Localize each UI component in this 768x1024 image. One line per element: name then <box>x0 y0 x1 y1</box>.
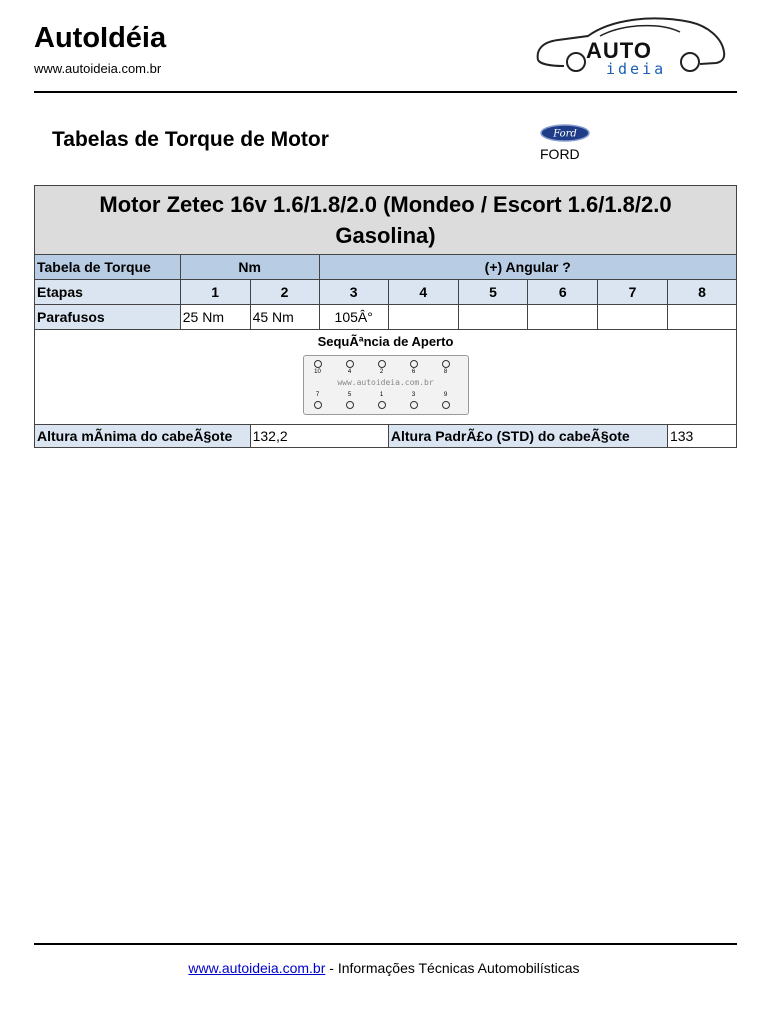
brand-title: AutoIdéia <box>34 22 167 54</box>
footer-divider <box>34 943 737 945</box>
sequence-label: SequÃªncia de Aperto <box>317 334 454 349</box>
seq-num: 9 <box>443 392 448 398</box>
etapa-cell: 3 <box>319 280 388 305</box>
footer <box>0 960 768 976</box>
parafuso-value <box>667 305 736 330</box>
manufacturer-label: FORD <box>540 146 580 162</box>
etapa-cell: 8 <box>667 280 736 305</box>
logo-word-ideia: ideia <box>606 60 667 78</box>
seq-num: 8 <box>443 369 448 375</box>
col-torque-header: Tabela de Torque <box>35 255 181 280</box>
parafuso-value <box>458 305 528 330</box>
parafuso-value <box>598 305 668 330</box>
seq-num: 6 <box>411 369 416 375</box>
min-height-value: 132,2 <box>250 425 388 448</box>
col-nm-header: Nm <box>180 255 319 280</box>
seq-num: 10 <box>314 369 321 375</box>
etapa-cell: 4 <box>388 280 458 305</box>
footer-link[interactable]: www.autoideia.com.br <box>188 960 326 976</box>
logo-word-auto: AUTO <box>586 38 652 63</box>
header-divider <box>34 91 737 93</box>
page-title: Tabelas de Torque de Motor <box>52 128 329 151</box>
col-angular-header: (+) Angular ? <box>319 255 736 280</box>
sequence-cell <box>35 330 737 425</box>
etapa-cell: 7 <box>598 280 668 305</box>
autoideia-logo <box>530 12 730 80</box>
svg-text:Ford: Ford <box>553 128 577 140</box>
etapa-cell: 5 <box>458 280 528 305</box>
parafuso-value: 45 Nm <box>250 305 319 330</box>
motor-title: Motor Zetec 16v 1.6/1.8/2.0 (Mondeo / Escort 1.6/1.8/2.0 Gasolina) <box>35 186 737 255</box>
seq-num: 7 <box>315 392 320 398</box>
footer-text: - Informações Técnicas Automobilísticas <box>325 960 580 976</box>
etapas-label: Etapas <box>35 280 181 305</box>
seq-num: 5 <box>347 392 352 398</box>
sequence-diagram <box>303 355 469 415</box>
std-height-label: Altura PadrÃ£o (STD) do cabeÃ§ote <box>388 425 667 448</box>
etapa-cell: 6 <box>528 280 598 305</box>
seq-num: 2 <box>379 369 384 375</box>
parafusos-label: Parafusos <box>35 305 181 330</box>
parafuso-value <box>388 305 458 330</box>
seq-num: 1 <box>379 392 384 398</box>
parafuso-value: 25 Nm <box>180 305 250 330</box>
seq-num: 3 <box>411 392 416 398</box>
torque-table <box>34 185 737 448</box>
sequence-watermark: www.autoideia.com.br <box>337 378 434 387</box>
etapa-cell: 1 <box>180 280 250 305</box>
parafuso-value <box>528 305 598 330</box>
etapa-cell: 2 <box>250 280 319 305</box>
seq-num: 4 <box>347 369 352 375</box>
brand-url: www.autoideia.com.br <box>34 61 162 76</box>
std-height-value: 133 <box>667 425 736 448</box>
min-height-label: Altura mÃnima do cabeÃ§ote <box>35 425 251 448</box>
parafuso-value: 105Â° <box>319 305 388 330</box>
ford-oval-icon <box>540 124 590 142</box>
